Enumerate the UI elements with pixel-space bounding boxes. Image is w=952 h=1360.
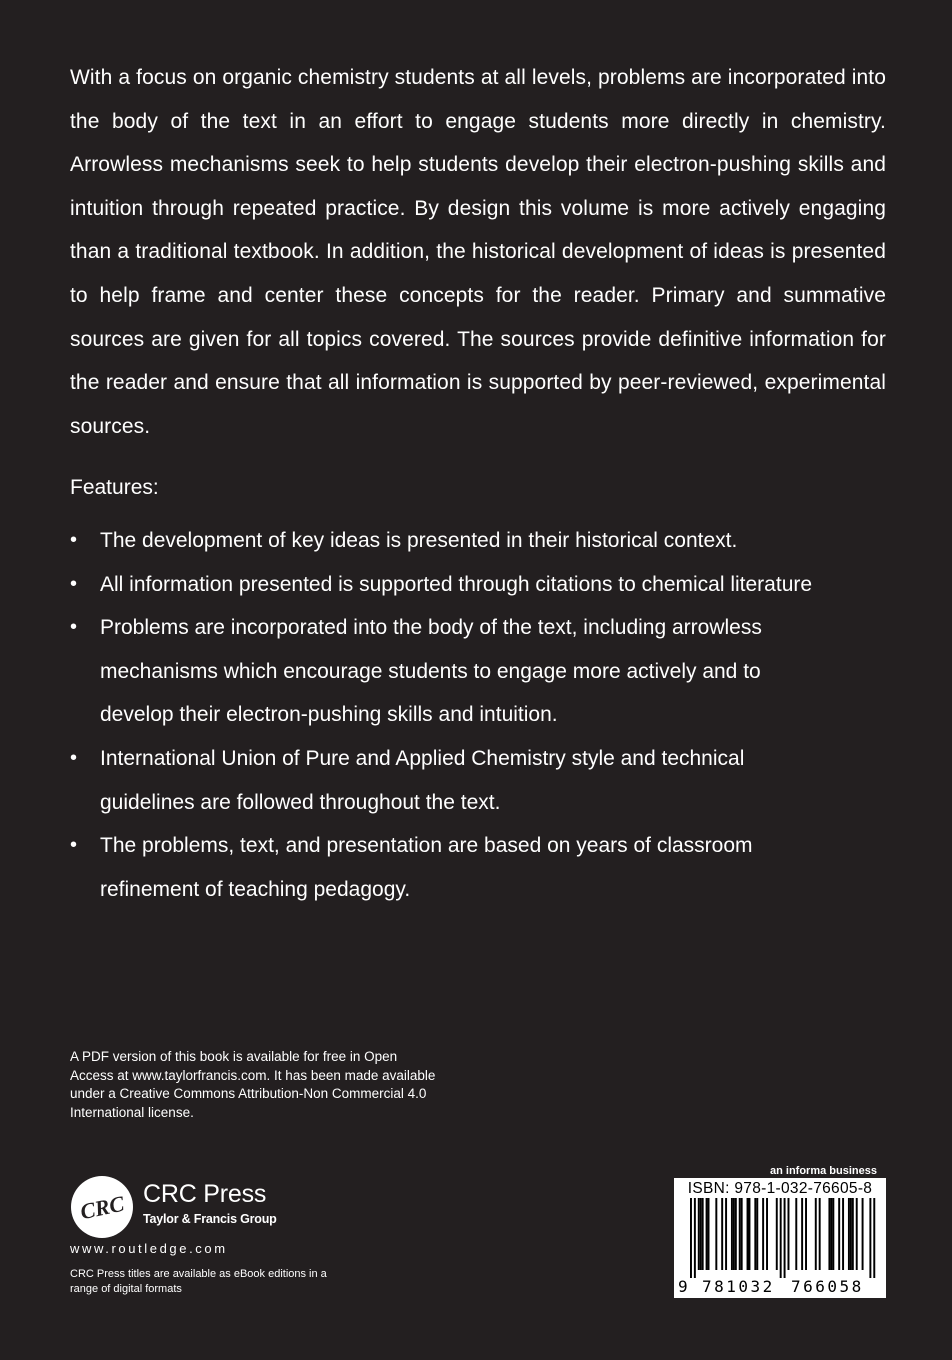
- bullet-icon: •: [70, 616, 78, 639]
- feature-text: All information presented is supported through citations to chemical literature: [100, 572, 813, 596]
- publisher-name: CRC Press: [143, 1180, 267, 1208]
- barcode-digit-group: 9: [678, 1277, 688, 1296]
- feature-text: The development of key ideas is presented in their historical context.: [100, 529, 738, 552]
- bullet-icon: •: [70, 572, 78, 595]
- feature-text: International Union of Pure and Applied Chemistry style and technical guidelines are followed throughout the text.: [100, 746, 745, 814]
- barcode-bars: [676, 1198, 884, 1278]
- ebook-note: CRC Press titles are available as eBook editions in a range of digital formats: [70, 1268, 327, 1295]
- feature-text: Problems are incorporated into the body of the text, including arrowless mechanisms which encourage students to engage more actively and to develop their electron-pushing skills and intuition.: [100, 616, 762, 727]
- features-list: [70, 519, 830, 911]
- barcode-digit-group: 766058: [791, 1277, 864, 1296]
- isbn-barcode: [674, 1178, 886, 1298]
- open-access-note: A PDF version of this book is available for free in Open Access at www.taylorfrancis.com. It has been made available under a Creative Commons Attribution-Non Commercial 4.0 International license.: [70, 1049, 436, 1120]
- bullet-icon: •: [70, 746, 78, 769]
- bullet-icon: •: [70, 834, 78, 857]
- feature-item: [70, 737, 830, 824]
- feature-item: [70, 824, 830, 911]
- feature-item: [70, 563, 830, 607]
- features-heading: Features:: [70, 476, 159, 499]
- crc-press-logo: [70, 1175, 134, 1239]
- feature-item: [70, 606, 830, 737]
- barcode-digit-group: 781032: [702, 1277, 775, 1296]
- description-paragraph: With a focus on organic chemistry students at all levels, problems are incorporated into the body of the text in an effort to engage students more directly in chemistry. Arrowless mechanisms seek to help students develop their electron-pushing skills and intuition through repeated practice. By design this volume is more actively engaging than a traditional textbook. In addition, the historical development of ideas is presented to help frame and center these concepts for the reader. Primary and summative sources are given for all topics covered. The sources provide definitive information for the reader and ensure that all information is supported by peer-reviewed, experimental sources.: [70, 66, 886, 438]
- crc-logo-text: CRC: [77, 1190, 127, 1225]
- informa-tagline: an informa business: [770, 1165, 877, 1177]
- bullet-icon: •: [70, 529, 78, 551]
- feature-text: The problems, text, and presentation are based on years of classroom refinement of teaching pedagogy.: [100, 834, 753, 901]
- publisher-group: Taylor & Francis Group: [143, 1212, 277, 1226]
- publisher-website: www.routledge.com: [70, 1241, 228, 1256]
- isbn-label: ISBN: 978-1-032-76605-8: [687, 1180, 873, 1197]
- barcode-digits: [674, 1277, 886, 1297]
- feature-item: [70, 519, 830, 563]
